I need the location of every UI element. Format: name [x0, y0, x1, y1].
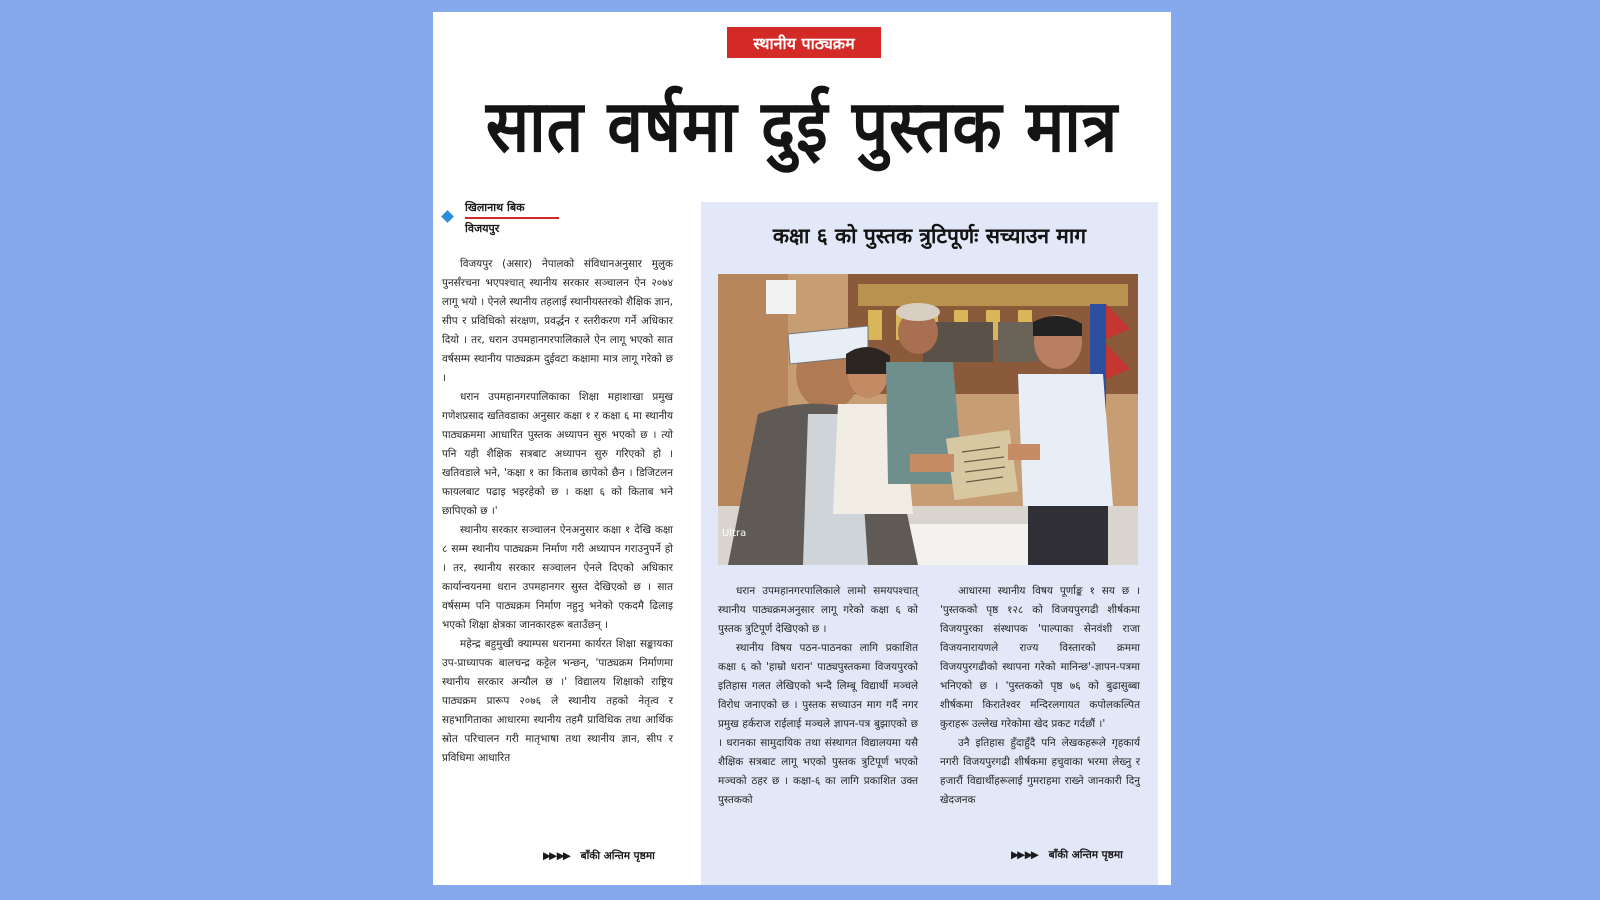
main-paragraph: विजयपुर (असार) नेपालको संविधानअनुसार मुलुक पुनर्संरचना भएपश्चात् स्थानीय सरकार सञ्चालन ऐन २०७४ लागू भयो । ऐनले स्थानीय तहलाई स्थानीयस्तरको शैक्षिक ज्ञान, सीप र प्रविधिको संरक्षण, प्रवर्द्धन र स्तरीकरण गर्ने अधिकार दियो । तर, धरान उपमहानगरपालिकाले ऐन लागू भएको सात वर्षसम्म स्थानीय पाठ्यक्रम दुईवटा कक्षामा मात्र लागू गरेको छ । — [442, 258, 673, 384]
byline-place: विजयपुर — [465, 222, 500, 235]
side-continued-text: बाँकी अन्तिम पृष्ठमा — [1048, 849, 1123, 861]
headline: सात वर्षमा दुई पुस्तक मात्र — [485, 85, 1119, 169]
side-story-box — [701, 202, 1158, 885]
news-photo — [718, 274, 1138, 565]
double-arrow-icon: ▶▶ ▶▶ — [543, 850, 569, 862]
main-paragraph: धरान उपमहानगरपालिकाका शिक्षा महाशाखा प्रमुख गणेशप्रसाद खतिवडाका अनुसार कक्षा १ र कक्षा ६ मा स्थानीय पाठ्यक्रममा आधारित पुस्तक अध्यापन सुरु भएको छ । त्यो पनि यही शैक्षिक सत्रबाट अध्यापन सुरु गरिएको हो । खतिवडाले भने, 'कक्षा १ का किताब छापेको छैन । डिजिटलन फायलबाट पढाइ भइरहेको छ । कक्षा ६ को किताब भने छापिएको छ ।' — [442, 391, 673, 517]
main-story-column — [442, 255, 673, 768]
main-paragraph: महेन्द्र बहुमुखी क्याम्पस धरानमा कार्यरत शिक्षा सङ्कायका उप-प्राध्यापक बालचन्द्र कट्टेल भन्छन्, 'पाठ्यक्रम निर्माणमा स्थानीय सरकार अन्यौल छ ।' विद्यालय शिक्षाको राष्ट्रिय पाठ्यक्रम प्रारूप २०७६ ले स्थानीय तहको नेतृत्व र सहभागिताका आधारमा स्थानीय तहमै प्राविधिक तथा आर्थिक स्रोत परिचालन गरी मातृभाषा तथा स्थानीय ज्ञान, सीप र प्रविधिमा आधारित — [442, 638, 673, 764]
side-continued — [1011, 848, 1123, 862]
photo-illustration — [718, 274, 1138, 565]
side-paragraph: उनै इतिहास हुँदाहुँदै पनि लेखकहरूले गृहकार्य नगरी विजयपुरगढी शीर्षकमा हचुवाका भरमा लेख्नु र हजारौं विद्यार्थीहरूलाई गुमराहमा राख्ने जानकारी दिनु खेदजनक — [940, 737, 1140, 806]
section-tag: स्थानीय पाठ्यक्रम — [727, 27, 881, 58]
byline-underline — [465, 217, 559, 219]
bullet-diamond-icon — [441, 210, 454, 223]
main-paragraph: स्थानीय सरकार सञ्चालन ऐनअनुसार कक्षा १ देखि कक्षा ८ सम्म स्थानीय पाठ्यक्रम निर्माण गरी अध्यापन गराउनुपर्ने हो । तर, स्थानीय सरकार सञ्चालन ऐनले दिएको अधिकार कार्यान्वयनमा धरान उपमहानगर सुस्त देखिएको छ । सात वर्षसम्म पनि पाठ्यक्रम निर्माण नहुनु भनेको एकदमै ढिलाइ भएको शिक्षा क्षेत्रका जानकारहरू बताउँछन् । — [442, 524, 673, 631]
side-story-column-2 — [940, 582, 1140, 810]
side-story-column-1 — [718, 582, 918, 810]
side-paragraph: स्थानीय विषय पठन-पाठनका लागि प्रकाशित कक्षा ६ को 'हाम्रो धरान' पाठ्यपुस्तकमा विजयपुरको इतिहास गलत लेखिएको भन्दै लिम्बू विद्यार्थी मञ्चले विरोध जनाएको छ । पुस्तक सच्याउन माग गर्दै नगर प्रमुख हर्कराज राईलाई मञ्चले ज्ञापन-पत्र बुझाएको छ । धरानका सामुदायिक तथा संस्थागत विद्यालयमा यसै शैक्षिक सत्रबाट लागू भएको पुस्तक त्रुटिपूर्ण भएको मञ्चको ठहर छ । कक्षा-६ का लागि प्रकाशित उक्त पुस्तकको — [718, 642, 918, 806]
side-story-title: कक्षा ६ को पुस्तक त्रुटिपूर्णः सच्याउन माग — [772, 224, 1087, 248]
byline-author: खिलानाथ बिक — [465, 201, 525, 214]
photo-credit: Ultra — [722, 528, 747, 539]
newspaper-page — [433, 12, 1171, 885]
double-arrow-icon: ▶▶ ▶▶ — [1011, 849, 1037, 861]
side-paragraph: आधारमा स्थानीय विषय पूर्णाङ्क १ सय छ । 'पुस्तकको पृष्ठ १२८ को विजयपुरगढी शीर्षकमा विजयपुरका संस्थापक 'पाल्पाका सेनवंशी राजा विजयनारायणले राज्य विस्तारको क्रममा विजयपुरगढीको स्थापना गरेको मानिन्छ'-ज्ञापन-पत्रमा भनिएको छ । 'पुस्तकको पृष्ठ ७६ को बुढासुब्बा शीर्षकमा किरातेश्वर मन्दिरलगायत कपोलकल्पित कुराहरू उल्लेख गरेकोमा खेद प्रकट गर्दछौं ।' — [940, 585, 1140, 730]
main-continued-text: बाँकी अन्तिम पृष्ठमा — [580, 850, 655, 862]
side-paragraph: धरान उपमहानगरपालिकाले लामो समयपश्चात् स्थानीय पाठ्यक्रमअनुसार लागू गरेको कक्षा ६ को पुस्तक त्रुटिपूर्ण देखिएको छ । — [718, 585, 918, 635]
main-continued — [543, 849, 655, 863]
